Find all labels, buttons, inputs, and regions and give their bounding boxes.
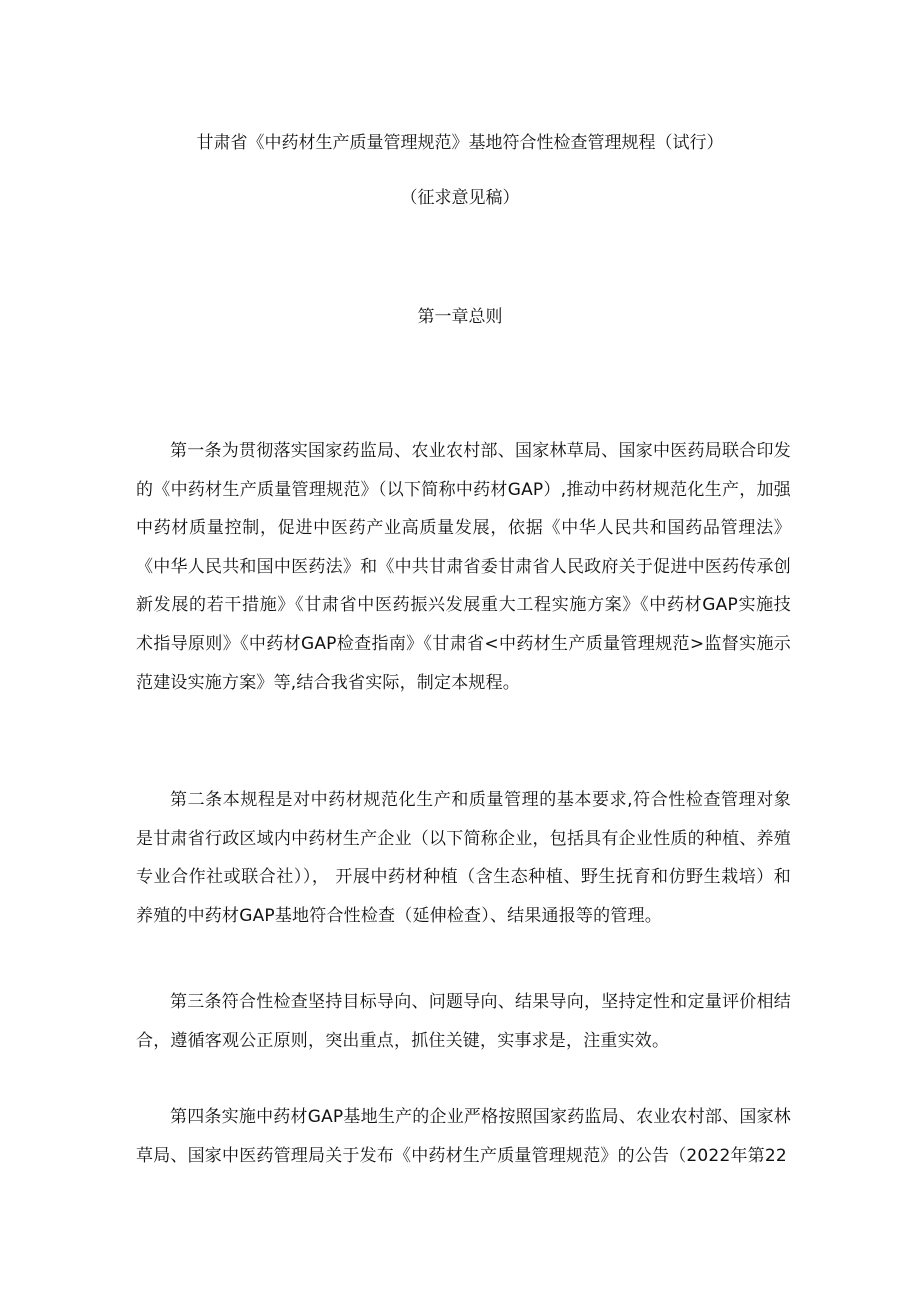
document-title: 甘肃省《中药材生产质量管理规范》基地符合性检查管理规程（试行） — [196, 133, 724, 153]
article-2-paragraph: 第二条本规程是对中药材规范化生产和质量管理的基本要求,符合性检查管理对象是甘肃省行政区域内中药材生产企业（以下简称企业，包括具有企业性质的种植、养殖专业合作社或联合社））， 开展中药材种植（含生态种植、野生抚育和仿野生栽培）和养殖的中药材GAP基地符合性检查（延伸检查）、结果通报等的管理。 — [136, 790, 791, 926]
article-4-paragraph: 第四条实施中药材GAP基地生产的企业严格按照国家药监局、农业农村部、国家林草局、国家中医药管理局关于发布《中药材生产质量管理规范》的公告（2022年第22 — [136, 1107, 791, 1166]
chapter-heading: 第一章总则 — [417, 307, 503, 327]
document-subtitle: （征求意见稿） — [400, 188, 520, 208]
article-1-paragraph: 第一条为贯彻落实国家药监局、农业农村部、国家林草局、国家中医药局联合印发的《中药材生产质量管理规范》（以下简称中药材GAP）,推动中药材规范化生产，加强中药材质量控制，促进中医药产业高质量发展，依据《中华人民共和国药品管理法》《中华人民共和国中医药法》和《中共甘肃省委甘肃省人民政府关于促进中医药传承创新发展的若干措施》《甘肃省中医药振兴发展重大工程实施方案》《中药材GAP实施技术指导原则》《中药材GAP检查指南》《甘肃省<中药材生产质量管理规范>监督实施示范建设实施方案》等,结合我省实际，制定本规程。 — [136, 441, 791, 693]
article-3-paragraph: 第三条符合性检查坚持目标导向、问题导向、结果导向，坚持定性和定量评价相结合，遵循客观公正原则，突出重点，抓住关键，实事求是，注重实效。 — [136, 992, 791, 1051]
